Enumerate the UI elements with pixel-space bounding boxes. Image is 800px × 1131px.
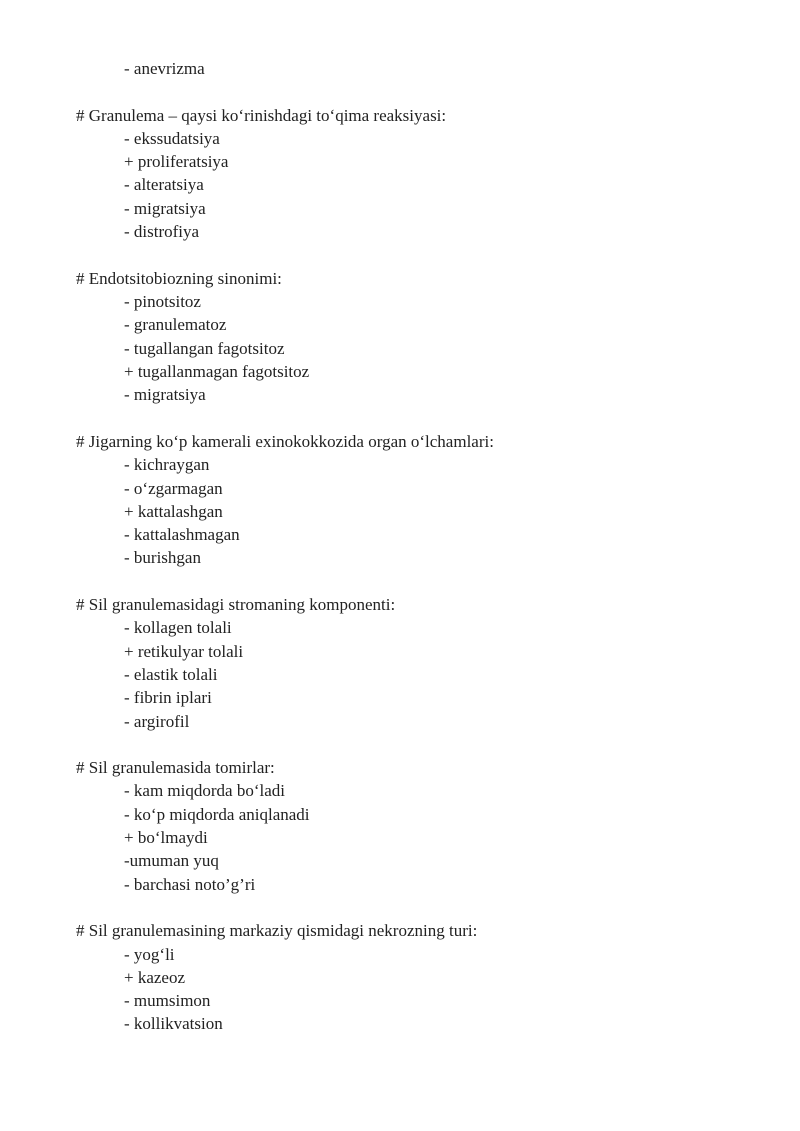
question-3-option-5: - burishgan [124, 548, 201, 567]
question-4-option-4: - fibrin iplari [124, 688, 212, 707]
question-5-option-5: - barchasi noto’g’ri [124, 875, 256, 894]
question-5: # Sil granulemasida tomirlar: [76, 758, 275, 777]
question-2-option-1: - pinotsitoz [124, 292, 201, 311]
question-5-option-4: -umuman yuq [124, 851, 219, 870]
question-4-option-3: - elastik tolali [124, 665, 218, 684]
question-6-option-1: - yog‘li [124, 945, 175, 964]
question-6-option-3: - mumsimon [124, 991, 211, 1010]
question-1-option-1: - ekssudatsiya [124, 129, 220, 148]
question-2-option-3: - tugallangan fagotsitoz [124, 339, 285, 358]
question-4-option-2: + retikulyar tolali [124, 642, 244, 661]
lead-option: - anevrizma [124, 59, 205, 78]
question-1-option-4: - migratsiya [124, 199, 206, 218]
question-6-option-4: - kollikvatsion [124, 1014, 223, 1033]
question-2: # Endotsitobiozning sinonimi: [76, 269, 282, 288]
question-1: # Granulema – qaysi ko‘rinishdagi to‘qima reaksiyasi: [76, 106, 447, 125]
question-3-option-3: + kattalashgan [124, 502, 223, 521]
question-3-option-4: - kattalashmagan [124, 525, 240, 544]
question-1-option-2: + proliferatsiya [124, 152, 229, 171]
question-2-option-5: - migratsiya [124, 385, 206, 404]
question-3-option-1: - kichraygan [124, 455, 210, 474]
question-1-option-5: - distrofiya [124, 222, 200, 241]
question-1-option-3: - alteratsiya [124, 175, 204, 194]
question-5-option-3: + bo‘lmaydi [124, 828, 208, 847]
question-3-option-2: - o‘zgarmagan [124, 479, 223, 498]
question-6-option-2: + kazeoz [124, 968, 186, 987]
question-5-option-2: - ko‘p miqdorda aniqlanadi [124, 805, 310, 824]
question-3: # Jigarning ko‘p kamerali exinokokkozida organ o‘lchamlari: [76, 432, 494, 451]
question-2-option-2: - granulematoz [124, 315, 227, 334]
question-4-option-5: - argirofil [124, 712, 190, 731]
question-5-option-1: - kam miqdorda bo‘ladi [124, 781, 285, 800]
question-4: # Sil granulemasidagi stromaning komponenti: [76, 595, 396, 614]
question-4-option-1: - kollagen tolali [124, 618, 232, 637]
question-2-option-4: + tugallanmagan fagotsitoz [124, 362, 310, 381]
question-6: # Sil granulemasining markaziy qismidagi nekrozning turi: [76, 921, 478, 940]
